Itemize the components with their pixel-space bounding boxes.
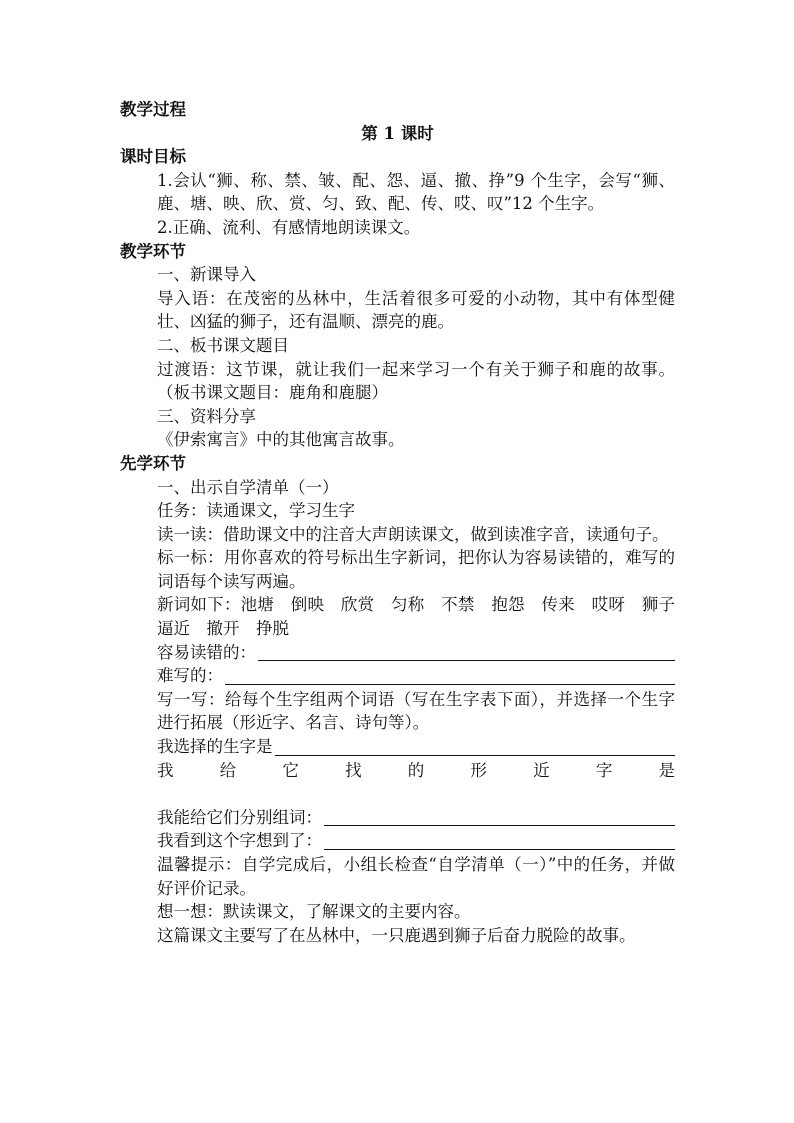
- goal-1: 1.会认“狮、称、禁、皱、配、怨、逼、撤、挣”9 个生字，会写“狮、鹿、塘、映、欣、赏、匀、致、配、传、哎、叹”12 个生字。: [157, 170, 675, 214]
- think-of-label: 我看到这个字想到了：: [157, 831, 322, 851]
- mark-text: 标一标：用你喜欢的符号标出生字新词，把你认为容易读错的，难写的词语每个读写两遍。: [157, 548, 675, 591]
- group-words-blank: [324, 807, 675, 826]
- share-text: 《伊索寓言》中的其他寓言故事。: [157, 430, 405, 450]
- new-words: 新词如下：池塘 倒映 欣赏 匀称 不禁 抱怨 传来 哎呀 狮子 逼近 撤开 挣脱: [157, 595, 692, 639]
- step-1: 一、新课导入: [157, 265, 256, 285]
- self-study-list: 一、出示自学清单（一）: [157, 477, 339, 497]
- step-3: 三、资料分享: [157, 406, 256, 426]
- write-text: 写一写：给每个生字组两个词语（写在生字表下面），并选择一个生字进行拓展（形近字、名言、诗句等）。: [157, 689, 675, 733]
- goals-title: 课时目标: [120, 147, 186, 167]
- similar-char: 给: [219, 760, 237, 780]
- task-text: 任务：读通课文，学习生字: [157, 501, 355, 521]
- group-words-line: [120, 806, 675, 830]
- read-text: 读一读：借助课文中的注音大声朗读课文，做到读准字音，读通句子。: [157, 524, 669, 544]
- lesson-title: 第 1 课时: [361, 123, 434, 143]
- similar-chars-line: [120, 759, 675, 783]
- pre-study-title: 先学环节: [120, 453, 186, 473]
- think-of-blank: [324, 831, 675, 850]
- blank-line: [120, 782, 675, 806]
- hard-write-line: [120, 664, 675, 688]
- easy-wrong-label: 容易读错的：: [157, 642, 256, 662]
- similar-char: 的: [407, 760, 425, 780]
- tip-text: 温馨提示：自学完成后，小组长检查“自学清单（一）”中的任务，并做好评价记录。: [157, 855, 675, 898]
- section-heading: 教学过程: [120, 100, 186, 119]
- chosen-char-label: 我选择的生字是: [157, 737, 273, 757]
- similar-char: 形: [470, 760, 487, 780]
- intro-text: 导入语：在茂密的丛林中，生活着很多可爱的小动物，其中有体型健壮、凶猛的狮子，还有温顺、漂亮的鹿。: [157, 288, 675, 332]
- similar-char: 是: [658, 760, 675, 780]
- goal-2: 2.正确、流利、有感情地朗读课文。: [157, 217, 421, 237]
- summary-text: 这篇课文主要写了在丛林中，一只鹿遇到狮子后奋力脱险的故事。: [157, 925, 636, 945]
- document-body: [120, 98, 692, 947]
- transition-text: 过渡语：这节课，就让我们一起来学习一个有关于狮子和鹿的故事。（板书课文题目：鹿角和鹿腿）: [157, 359, 675, 403]
- think-of-line: [120, 829, 675, 853]
- similar-char: 我: [157, 760, 174, 780]
- easy-wrong-line: [120, 641, 675, 665]
- similar-char: 它: [282, 760, 299, 780]
- hard-write-blank: [225, 666, 675, 685]
- think-text: 想一想：默读课文，了解课文的主要内容。: [157, 902, 471, 922]
- chosen-char-line: [120, 735, 675, 759]
- similar-char: 找: [345, 760, 362, 780]
- steps-title: 教学环节: [120, 241, 186, 261]
- similar-char: 字: [595, 760, 613, 780]
- easy-wrong-blank: [258, 642, 675, 661]
- hard-write-label: 难写的：: [157, 666, 223, 686]
- similar-char: 近: [533, 760, 550, 780]
- group-words-label: 我能给它们分别组词：: [157, 807, 322, 827]
- step-2: 二、板书课文题目: [157, 335, 289, 355]
- chosen-char-blank: [275, 737, 676, 756]
